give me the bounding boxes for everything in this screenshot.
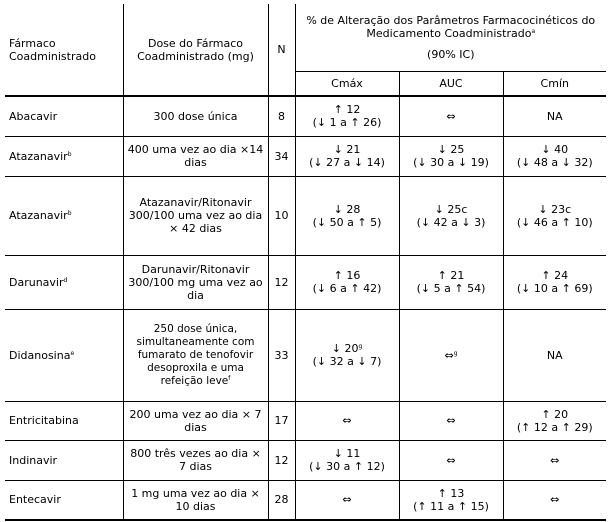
n-value: 28 bbox=[268, 480, 295, 520]
auc-cell: ⇔ bbox=[399, 96, 503, 136]
n-value: 33 bbox=[268, 309, 295, 401]
n-value: 12 bbox=[268, 255, 295, 309]
drug-name: Entecavir bbox=[5, 480, 123, 520]
auc-cell: ↑ 21 (↓ 5 a ↑ 54) bbox=[399, 255, 503, 309]
drug-name: Didanosina$^e$ bbox=[5, 309, 123, 401]
pharmacokinetics-table bbox=[5, 4, 606, 521]
table-row bbox=[5, 96, 606, 136]
auc-cell: ⇔ bbox=[399, 401, 503, 440]
dose: 800 três vezes ao dia × 7 dias bbox=[123, 440, 268, 480]
cmax-cell: ↓ 11 (↓ 30 a ↑ 12) bbox=[295, 440, 399, 480]
table-row bbox=[5, 176, 606, 255]
header-change-label: % de Alteração dos Parâmetros Farmacocinéticos do Medicamento Coadministrado bbox=[306, 13, 596, 40]
cmin-cell: ⇔ bbox=[503, 480, 606, 520]
drug-name: Darunavir$^d$ bbox=[5, 255, 123, 309]
header-ci: (90% IC) bbox=[427, 47, 475, 61]
header-auc: AUC bbox=[399, 71, 503, 96]
table-row bbox=[5, 136, 606, 176]
cmax-cell: ⇔ bbox=[295, 401, 399, 440]
n-value: 12 bbox=[268, 440, 295, 480]
dose: 300 dose única bbox=[123, 96, 268, 136]
cmax-cell: ⇔ bbox=[295, 480, 399, 520]
header-change-sup: a bbox=[531, 27, 536, 35]
auc-cell: ↓ 25 (↓ 30 a ↓ 19) bbox=[399, 136, 503, 176]
n-value: 34 bbox=[268, 136, 295, 176]
drug-name: Abacavir bbox=[5, 96, 123, 136]
header-drug: Fármaco Coadministrado bbox=[5, 4, 123, 96]
table-row bbox=[5, 440, 606, 480]
drug-name: Atazanavir$^b$ bbox=[5, 136, 123, 176]
cmin-cell: ↑ 20 (↑ 12 a ↑ 29) bbox=[503, 401, 606, 440]
table-row bbox=[5, 255, 606, 309]
auc-cell: ⇔$^g$ bbox=[399, 309, 503, 401]
header-dose: Dose do Fármaco Coadministrado (mg) bbox=[123, 4, 268, 96]
dose: Atazanavir/Ritonavir 300/100 uma vez ao dia × 42 dias bbox=[123, 176, 268, 255]
cmin-cell: NA bbox=[503, 309, 606, 401]
cmax-cell: ↑ 12 (↓ 1 a ↑ 26) bbox=[295, 96, 399, 136]
cmin-cell: ⇔ bbox=[503, 440, 606, 480]
cmin-cell: NA bbox=[503, 96, 606, 136]
n-value: 8 bbox=[268, 96, 295, 136]
header-n: N bbox=[268, 4, 295, 96]
cmax-cell: ↓ 28 (↓ 50 a ↑ 5) bbox=[295, 176, 399, 255]
auc-cell: ⇔ bbox=[399, 440, 503, 480]
table-row bbox=[5, 309, 606, 401]
drug-name: Entricitabina bbox=[5, 401, 123, 440]
cmax-cell: ↓ 20$^g$ (↓ 32 a ↓ 7) bbox=[295, 309, 399, 401]
header-row bbox=[5, 4, 606, 71]
cmin-cell: ↓ 40 (↓ 48 a ↓ 32) bbox=[503, 136, 606, 176]
dose: Darunavir/Ritonavir 300/100 mg uma vez ao dia bbox=[123, 255, 268, 309]
auc-cell: ↓ 25c (↓ 42 a ↓ 3) bbox=[399, 176, 503, 255]
drug-name: Atazanavir$^b$ bbox=[5, 176, 123, 255]
drug-name: Indinavir bbox=[5, 440, 123, 480]
header-cmax: Cmáx bbox=[295, 71, 399, 96]
dose: 1 mg uma vez ao dia × 10 dias bbox=[123, 480, 268, 520]
auc-cell: ↑ 13 (↑ 11 a ↑ 15) bbox=[399, 480, 503, 520]
cmin-cell: ↑ 24 (↓ 10 a ↑ 69) bbox=[503, 255, 606, 309]
n-value: 17 bbox=[268, 401, 295, 440]
cmax-cell: ↑ 16 (↓ 6 a ↑ 42) bbox=[295, 255, 399, 309]
header-cmin: Cmín bbox=[503, 71, 606, 96]
dose: 200 uma vez ao dia × 7 dias bbox=[123, 401, 268, 440]
dose: 400 uma vez ao dia ×14 dias bbox=[123, 136, 268, 176]
dose: 250 dose única, simultaneamente com fumarato de tenofovir desoproxila e uma refeição leve$^f$ bbox=[123, 309, 268, 401]
n-value: 10 bbox=[268, 176, 295, 255]
header-change bbox=[295, 4, 606, 71]
cmax-cell: ↓ 21 (↓ 27 a ↓ 14) bbox=[295, 136, 399, 176]
cmin-cell: ↓ 23c (↓ 46 a ↑ 10) bbox=[503, 176, 606, 255]
table-row bbox=[5, 401, 606, 440]
table-row bbox=[5, 480, 606, 520]
